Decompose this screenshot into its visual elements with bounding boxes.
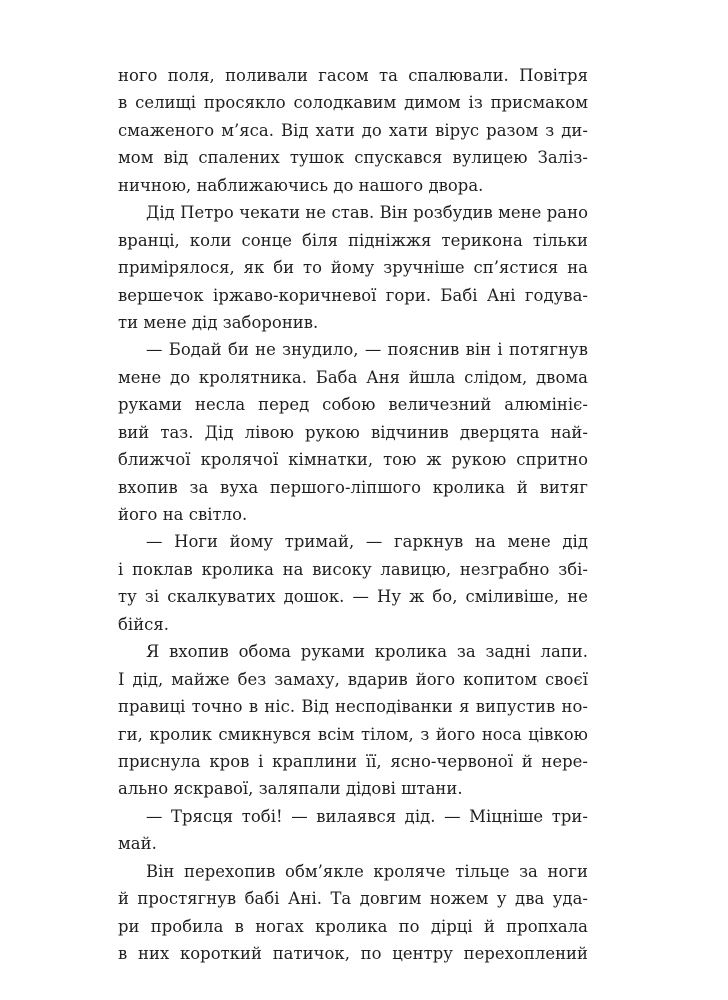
text-line: Він перехопив обм’якле кроляче тільце за ноги — [146, 861, 588, 881]
text-line: ги, кролик смикнувся всім тілом, з його носа цівкою — [118, 724, 588, 744]
text-line: в селищі просякло солодкавим димом із присмаком — [118, 93, 588, 113]
text-line: вранці, коли сонце біля підніжжя терикона тільки — [118, 230, 588, 250]
paragraph — [118, 62, 588, 199]
text-line: правиці точно в ніс. Від несподіванки я випустив но- — [118, 697, 588, 717]
text-line: ного поля, поливали гасом та спалювали. Повітря — [118, 66, 588, 85]
paragraph — [118, 803, 588, 858]
text-line: його на світло. — [118, 505, 248, 524]
text-line: руками несла перед собою величезний алюмініє- — [118, 395, 588, 415]
text-line: приснула кров і краплини її, ясно-червоної й нере- — [118, 751, 588, 771]
paragraph — [118, 638, 588, 803]
text-line: й простягнув бабі Ані. Та довгим ножем у два уда- — [118, 889, 588, 909]
paragraph — [118, 528, 588, 638]
text-line: мене до кролятника. Баба Аня йшла слідом, двома — [118, 367, 588, 387]
text-line: примірялося, як би то йому зручніше сп’ястися на — [118, 258, 588, 278]
text-line: ально яскравої, заляпали дідові штани. — [118, 779, 463, 799]
text-line: вий таз. Дід лівою рукою відчинив дверцята най- — [118, 422, 588, 442]
text-line: ти мене дід заборонив. — [118, 312, 319, 332]
text-line: І дід, майже без замаху, вдарив його копитом своєї — [118, 669, 588, 689]
text-line: ничною, наближаючись до нашого двора. — [118, 175, 484, 195]
text-line: — Ноги йому тримай, — гаркнув на мене дід — [146, 532, 588, 552]
paragraph — [118, 858, 588, 968]
text-line: ближчої кролячої кімнатки, тою ж рукою спритно — [118, 450, 588, 470]
text-line: Я вхопив обома руками кролика за задні лапи. — [146, 642, 588, 662]
paragraph — [118, 199, 588, 336]
text-line: смаженого м’яса. Від хати до хати вірус разом з ди- — [118, 120, 588, 140]
text-line: вхопив за вуха першого-ліпшого кролика й витяг — [118, 477, 588, 497]
text-line: ри пробила в ногах кролика по дірці й пропхала — [118, 916, 588, 936]
text-line: мом від спалених тушок спускався вулицею Заліз- — [118, 148, 588, 168]
book-page — [118, 62, 588, 967]
text-line: — Трясця тобі! — вилаявся дід. — Міцніше три- — [146, 806, 588, 826]
text-line: ту зі скалкуватих дошок. — Ну ж бо, сміливіше, не — [118, 587, 588, 607]
text-line: май. — [118, 834, 157, 854]
paragraph — [118, 336, 588, 528]
text-line: бійся. — [118, 614, 170, 634]
text-line: — Бодай би не знудило, — пояснив він і потягнув — [146, 340, 588, 360]
text-line: вершечок іржаво-коричневої гори. Бабі Ані годува- — [118, 285, 588, 305]
text-line: в них короткий патичок, по центру перехоплений — [118, 944, 588, 963]
text-column — [118, 62, 588, 967]
text-line: і поклав кролика на високу лавицю, незграбно збі- — [118, 559, 588, 579]
text-line: Дід Петро чекати не став. Він розбудив мене рано — [146, 203, 588, 223]
